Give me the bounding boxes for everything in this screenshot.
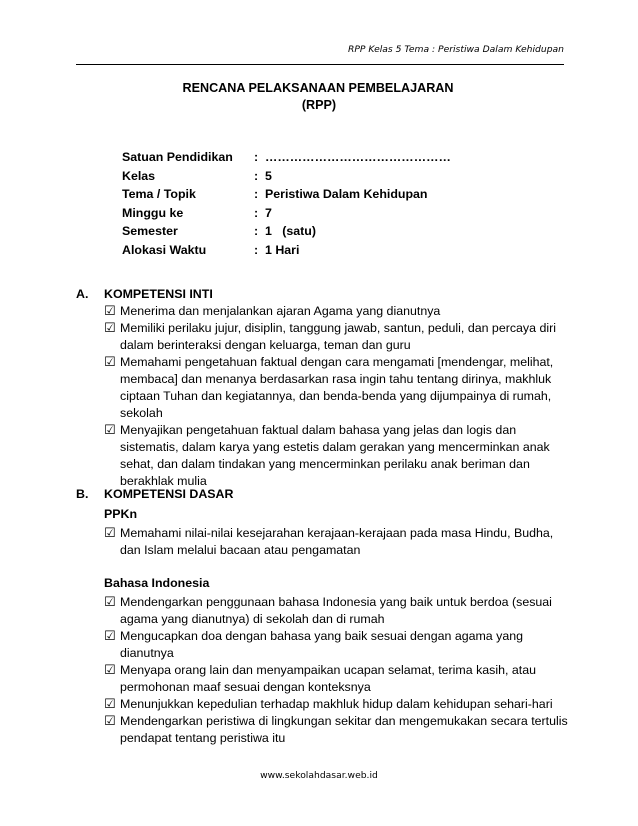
checkbox-icon: ☑	[104, 304, 116, 319]
checkbox-icon: ☑	[104, 595, 116, 610]
list-item-text: Mendengarkan penggunaan bahasa Indonesia yang baik untuk berdoa (sesuai agama yang dianutnya) di sekolah dan di rumah	[120, 595, 552, 626]
checkbox-icon: ☑	[104, 714, 116, 729]
identity-row	[122, 222, 451, 241]
list-item	[104, 354, 570, 422]
header-divider	[76, 64, 564, 65]
identity-separator: :	[254, 242, 259, 257]
list-item-text: Menunjukkan kepedulian terhadap makhluk hidup dalam kehidupan sehari-hari	[120, 697, 553, 711]
identity-row	[122, 148, 451, 167]
list-item	[104, 525, 570, 559]
list-item	[104, 594, 570, 628]
list-item	[104, 662, 570, 696]
identity-value: Peristiwa Dalam Kehidupan	[265, 187, 428, 201]
section-b-title: KOMPETENSI DASAR	[104, 487, 234, 501]
list-item-text: Memiliki perilaku jujur, disiplin, tanggung jawab, santun, peduli, dan percaya diri dalam berinteraksi dengan keluarga, teman dan guru	[120, 321, 556, 352]
section-a-letter: A.	[76, 287, 89, 301]
footer-url: www.sekolahdasar.web.id	[260, 770, 378, 781]
bahasa-list	[104, 594, 570, 747]
identity-table	[122, 148, 451, 259]
checkbox-icon: ☑	[104, 526, 116, 541]
section-a-title: KOMPETENSI INTI	[104, 287, 213, 301]
list-item-text: Menyajikan pengetahuan faktual dalam bahasa yang jelas dan logis dan sistematis, dalam karya yang estetis dalam gerakan yang mencerminkan anak sehat, dan dalam tindakan yang mencerminkan perilaku anak beriman dan berakhlak mulia	[120, 423, 550, 488]
identity-value: 7	[265, 205, 272, 220]
list-item-text: Mendengarkan peristiwa di lingkungan sekitar dan mengemukakan secara tertulis pendapat tentang peristiwa itu	[120, 714, 568, 745]
identity-row	[122, 167, 451, 186]
identity-value: 1 Hari	[265, 242, 300, 257]
identity-row	[122, 185, 451, 204]
list-item-text: Memahami pengetahuan faktual dengan cara mengamati [mendengar, melihat, membaca] dan menanya berdasarkan rasa ingin tahu tentang dirinya, makhluk ciptaan Tuhan dan kegiatannya, dan benda-benda yang dijumpainya di rumah, sekolah	[120, 355, 554, 420]
list-item	[104, 422, 570, 490]
identity-row	[122, 204, 451, 223]
list-item-text: Memahami nilai-nilai kesejarahan kerajaan-kerajaan pada masa Hindu, Budha, dan Islam melalui bacaan atau pengamatan	[120, 526, 554, 557]
title-line-1: RENCANA PELAKSANAAN PEMBELAJARAN	[182, 81, 454, 95]
identity-label: Tema / Topik	[122, 187, 196, 201]
checkbox-icon: ☑	[104, 321, 116, 336]
identity-row	[122, 241, 451, 260]
identity-value: ………………………………………	[265, 150, 451, 164]
ppkn-subtitle: PPKn	[104, 507, 138, 521]
list-item-text: Menyapa orang lain dan menyampaikan ucapan selamat, terima kasih, atau permohonan maaf sesuai dengan konteksnya	[120, 663, 537, 694]
identity-separator: :	[254, 187, 259, 201]
identity-separator: :	[254, 205, 259, 220]
checkbox-icon: ☑	[104, 697, 116, 712]
list-item	[104, 628, 570, 662]
checkbox-icon: ☑	[104, 355, 116, 370]
bahasa-subtitle: Bahasa Indonesia	[104, 576, 210, 590]
identity-separator: :	[254, 224, 259, 238]
section-a-list	[104, 303, 570, 490]
identity-separator: :	[254, 168, 259, 183]
list-item	[104, 303, 570, 320]
checkbox-icon: ☑	[104, 629, 116, 644]
section-b-letter: B.	[76, 487, 89, 501]
list-item-text: Mengucapkan doa dengan bahasa yang baik sesuai dengan agama yang dianutnya	[120, 629, 524, 660]
running-header: RPP Kelas 5 Tema : Peristiwa Dalam Kehidupan	[348, 44, 564, 55]
checkbox-icon: ☑	[104, 663, 116, 678]
identity-label: Kelas	[122, 168, 156, 183]
list-item-text: Menerima dan menjalankan ajaran Agama yang dianutnya	[120, 304, 441, 318]
list-item	[104, 696, 570, 713]
identity-label: Satuan Pendidikan	[122, 150, 233, 164]
checkbox-icon: ☑	[104, 423, 116, 438]
title-line-2: (RPP)	[301, 98, 337, 112]
list-item	[104, 320, 570, 354]
identity-label: Alokasi Waktu	[122, 242, 207, 257]
document-title	[0, 80, 638, 114]
identity-value: 5	[265, 168, 272, 183]
identity-separator: :	[254, 150, 259, 164]
identity-value: 1 (satu)	[265, 224, 316, 238]
identity-label: Minggu ke	[122, 205, 184, 220]
list-item	[104, 713, 570, 747]
identity-label: Semester	[122, 224, 178, 238]
ppkn-list	[104, 525, 570, 559]
